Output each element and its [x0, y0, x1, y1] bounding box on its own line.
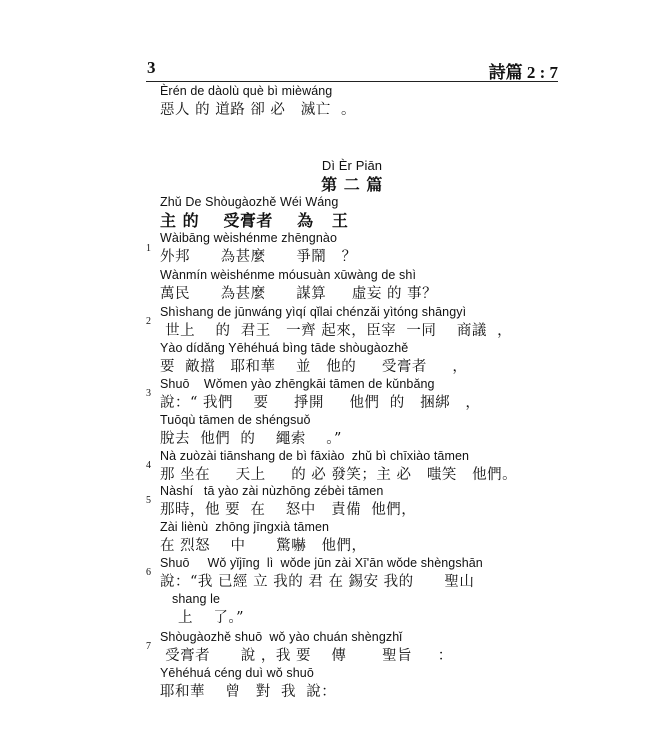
- verse-1-line-2-hanzi: 萬民 為甚麼 謀算 虛妄 的 事？: [160, 286, 438, 302]
- verse-6-line-2-hanzi: 上 了。”: [178, 610, 245, 626]
- verse-number-3: 3: [146, 388, 151, 399]
- page-number: 3: [147, 58, 156, 77]
- verse-1-line-1-pinyin: Wàibāng wèishénme zhēngnào: [160, 231, 338, 245]
- verse-3-line-2-pinyin: Tuōqù tāmen de shéngsuǒ: [160, 413, 311, 427]
- verse-6-line-1-pinyin: Shuō Wǒ yǐjīng lì wǒde jūn zài Xī'ān wǒde shèngshān: [160, 556, 483, 570]
- verse-5-line-2-hanzi: 在 烈怒 中 驚嚇 他們，: [160, 538, 367, 554]
- verse-3-line-2-hanzi: 脫去 他們 的 繩索 。”: [160, 431, 342, 447]
- verse-4-line-1-pinyin: Nà zuòzài tiānshang de bì fāxiào zhǔ bì chīxiào tāmen: [160, 449, 470, 463]
- verse-number-5: 5: [146, 495, 151, 506]
- verse-6-line-2-pinyin: shang le: [172, 592, 221, 606]
- verse-2-line-1-hanzi: 世上 的 君王 一齊 起來，臣宰 一同 商議 ，: [160, 323, 513, 339]
- subtitle-pinyin: Zhǔ De Shòugàozhě Wéi Wáng: [160, 195, 339, 209]
- verse-2-line-1-pinyin: Shìshang de jūnwáng yìqí qǐlai chénzǎi yìtóng shāngyì: [160, 305, 467, 319]
- section-title-hanzi: 第 二 篇: [321, 175, 383, 194]
- verse-3-line-1-pinyin: Shuō Wǒmen yào zhēngkāi tāmen de kǔnbǎng: [160, 377, 435, 391]
- chapter-reference: 詩篇 2 : 7: [488, 63, 558, 82]
- verse-number-4: 4: [146, 460, 151, 471]
- verse-7-line-2-hanzi: 耶和華 曾 對 我 說：: [160, 684, 337, 700]
- verse-number-1: 1: [146, 243, 151, 254]
- intro-pinyin: Èrén de dàolù què bì mièwáng: [160, 84, 333, 98]
- verse-6-line-1-hanzi: 說：“我 已經 立 我的 君 在 錫安 我的 聖山: [160, 574, 475, 590]
- verse-1-line-1-hanzi: 外邦 為甚麼 爭鬧 ？: [160, 249, 357, 265]
- verse-5-line-1-pinyin: Nàshí tā yào zài nùzhōng zébèi tāmen: [160, 484, 384, 498]
- verse-number-2: 2: [146, 316, 151, 327]
- verse-1-line-2-pinyin: Wànmín wèishénme móusuàn xūwàng de shì: [160, 268, 417, 282]
- intro-hanzi: 惡人 的 道路 卻 必 滅亡 。: [160, 102, 356, 118]
- verse-4-line-1-hanzi: 那 坐在 天上 的 必 發笑；主 必 嗤笑 他們。: [160, 467, 518, 483]
- verse-number-6: 6: [146, 567, 151, 578]
- verse-number-7: 7: [146, 641, 151, 652]
- verse-2-line-2-pinyin: Yào dídǎng Yēhéhuá bìng tāde shòugàozhě: [160, 341, 409, 355]
- verse-7-line-1-hanzi: 受膏者 說 ，我 要 傳 聖旨 ：: [160, 648, 453, 664]
- verse-2-line-2-hanzi: 要 敵擋 耶和華 並 他的 受膏者 ，: [160, 359, 468, 375]
- verse-5-line-1-hanzi: 那時，他 要 在 怒中 責備 他們，: [160, 502, 417, 518]
- verse-7-line-2-pinyin: Yēhéhuá céng duì wǒ shuō: [160, 666, 314, 680]
- verse-3-line-1-hanzi: 說：“ 我們 要 掙開 他們 的 捆綁 ，: [160, 395, 481, 411]
- header-rule: [146, 81, 558, 82]
- verse-5-line-2-pinyin: Zài liènù zhōng jīngxià tāmen: [160, 520, 330, 534]
- verse-7-line-1-pinyin: Shòugàozhě shuō wǒ yào chuán shèngzhǐ: [160, 630, 403, 644]
- section-title-pinyin: Dì Èr Piān: [321, 158, 383, 173]
- subtitle-hanzi: 主 的 受膏者 為 王: [160, 211, 349, 230]
